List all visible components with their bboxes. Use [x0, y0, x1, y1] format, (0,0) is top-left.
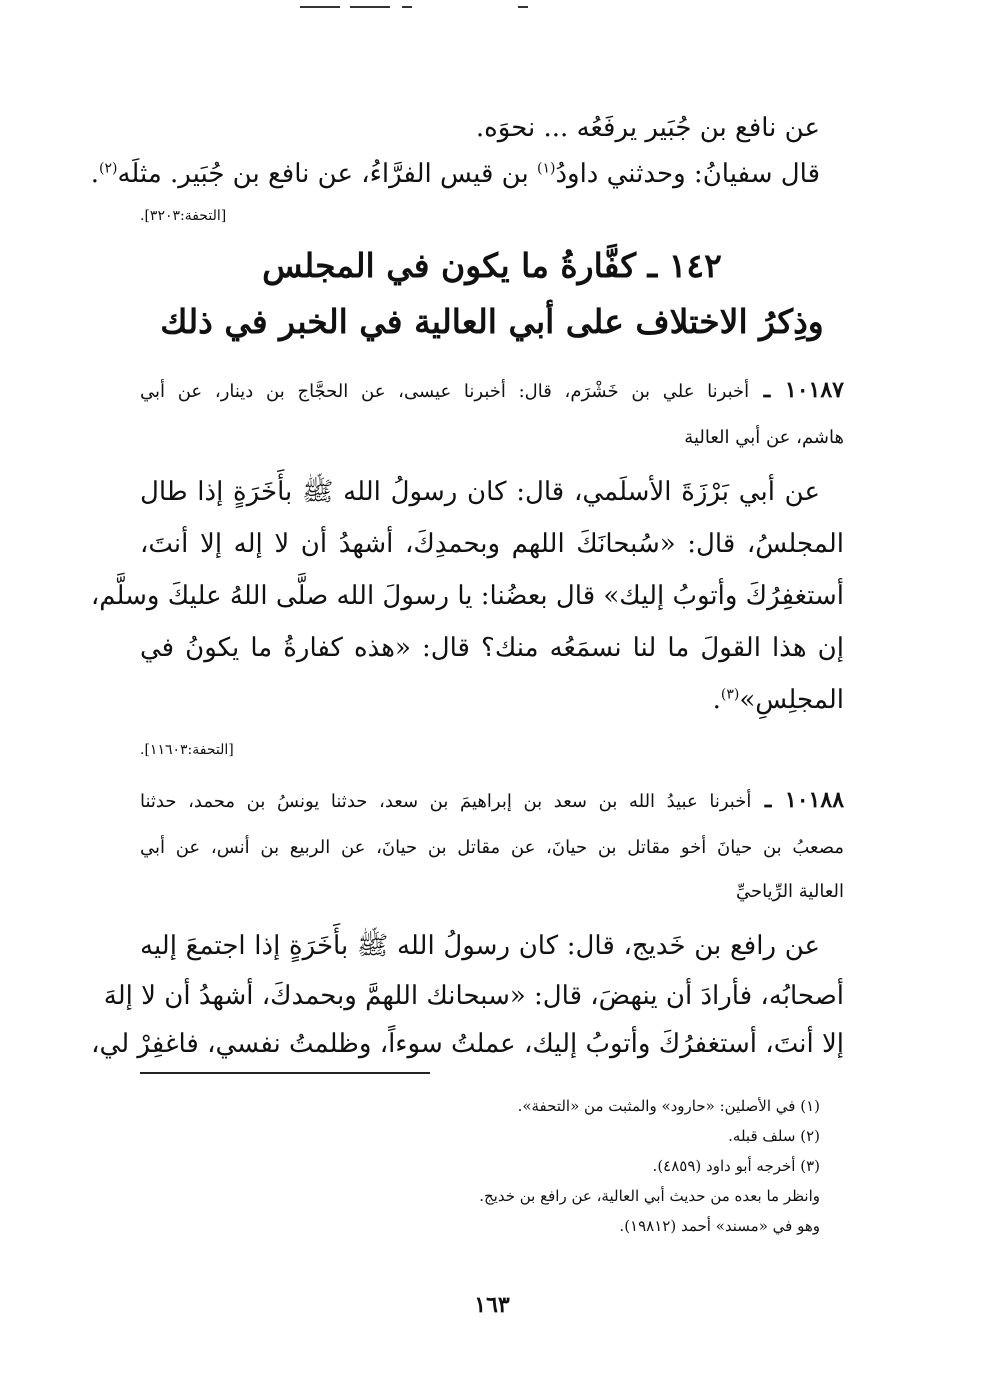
hadith-matn-line	[140, 676, 844, 725]
footnote-separator	[140, 1072, 430, 1074]
hadith-isnad-line: هاشم، عن أبي العالية	[684, 427, 844, 448]
matn-text: المجلِسِ»	[739, 685, 844, 715]
footnote: وهو في «مسند» أحمد (١٩٨١٢).	[619, 1217, 820, 1235]
top-rule	[350, 6, 390, 8]
tuhfa-reference: [التحفة:٣٢٠٣].	[140, 208, 227, 224]
chapter-subtitle: وذِكرُ الاختلاف على أبي العالية في الخبر في ذلك	[160, 302, 824, 341]
hadith-number: ١٠١٨٨ ـ	[751, 787, 845, 813]
hadith-isnad-line: مصعبُ بن حيانَ أخو مقاتل بن حيانَ، عن مقاتل بن حيانَ، عن الربيع بن أنس، عن أبي	[140, 837, 844, 858]
prev-text-b: بن قيس الفرَّاءُ، عن نافع بن جُبَير. مثلَه	[117, 159, 537, 189]
hadith-matn-line: إن هذا القولَ ما لنا نسمَعُه منك؟ قال: «هذه كفارةُ ما يكونُ في	[140, 633, 844, 663]
hadith-isnad-line	[140, 778, 844, 824]
footnote: (١) في الأصلين: «حارود» والمثبت من «التحفة».	[517, 1097, 820, 1115]
hadith-isnad-line: العالية الرِّياحيِّ	[736, 881, 844, 902]
hadith-isnad-line	[140, 368, 844, 414]
footnote: وانظر ما بعده من حديث أبي العالية، عن رافع بن خديج.	[479, 1187, 820, 1205]
top-rule	[518, 6, 528, 8]
footnote-marker: (٢)	[98, 160, 118, 177]
prev-text-a: قال سفيانُ: وحدثني داودُ	[555, 159, 820, 189]
footnote-marker: (١)	[536, 160, 556, 177]
hadith-matn-line: عن رافع بن خَديج، قال: كان رسولُ الله ﷺ بأَخَرَةٍ إذا اجتمعَ إليه	[140, 931, 820, 961]
hadith-matn-line: أستغفِرُكَ وأتوبُ إليك» قال بعضُنا: يا رسولَ الله صلَّى اللهُ عليكَ وسلَّم،	[90, 581, 844, 611]
book-page	[90, 0, 845, 1400]
hadith-matn-line: إلا أنتَ، أستغفرُكَ وأتوبُ إليك، عملتُ سوءاً، وظلمتُ نفسي، فاغفِرْ لي،	[91, 1029, 844, 1059]
chapter-title: ١٤٢ ـ كفَّارةُ ما يكون في المجلس	[262, 246, 722, 285]
footnote: (٣) أخرجه أبو داود (٤٨٥٩).	[652, 1157, 820, 1175]
isnad-text: أخبرنا علي بن خَشْرَم، قال: أخبرنا عيسى، عن الحجَّاج بن دينار، عن أبي	[140, 381, 750, 402]
footnote: (٢) سلف قبله.	[728, 1127, 820, 1145]
hadith-matn-line: المجلسُ، قال: «سُبحانَكَ اللهم وبحمدِكَ، أشهدُ أن لا إله إلا أنتَ،	[140, 529, 844, 559]
hadith-number: ١٠١٨٧ ـ	[749, 377, 844, 403]
hadith-matn-line: عن أبي بَرْزَةَ الأسلَمي، قال: كان رسولُ الله ﷺ بأَخَرَةٍ إذا طال	[140, 477, 820, 507]
matn-text-end: .	[712, 685, 721, 715]
hadith-matn-line: أصحابُه، فأرادَ أن ينهضَ، قال: «سبحانك اللهمَّ وبحمدكَ، أشهدُ أن لا إلهَ	[103, 981, 844, 1011]
prev-text-line: عن نافع بن جُبَير يرفَعُه ... نحوَه.	[475, 113, 820, 143]
page-number: ١٦٣	[474, 1292, 510, 1318]
isnad-text: أخبرنا عبيدُ الله بن سعد بن إبراهيمَ بن سعد، حدثنا يونسُ بن محمد، حدثنا	[140, 791, 752, 812]
prev-text-end: .	[90, 159, 99, 189]
top-rule	[402, 6, 412, 8]
top-rule	[300, 6, 340, 8]
footnote-marker: (٣)	[720, 686, 740, 703]
tuhfa-reference: [التحفة:١١٦٠٣].	[140, 742, 234, 758]
prev-text-line	[90, 150, 820, 199]
